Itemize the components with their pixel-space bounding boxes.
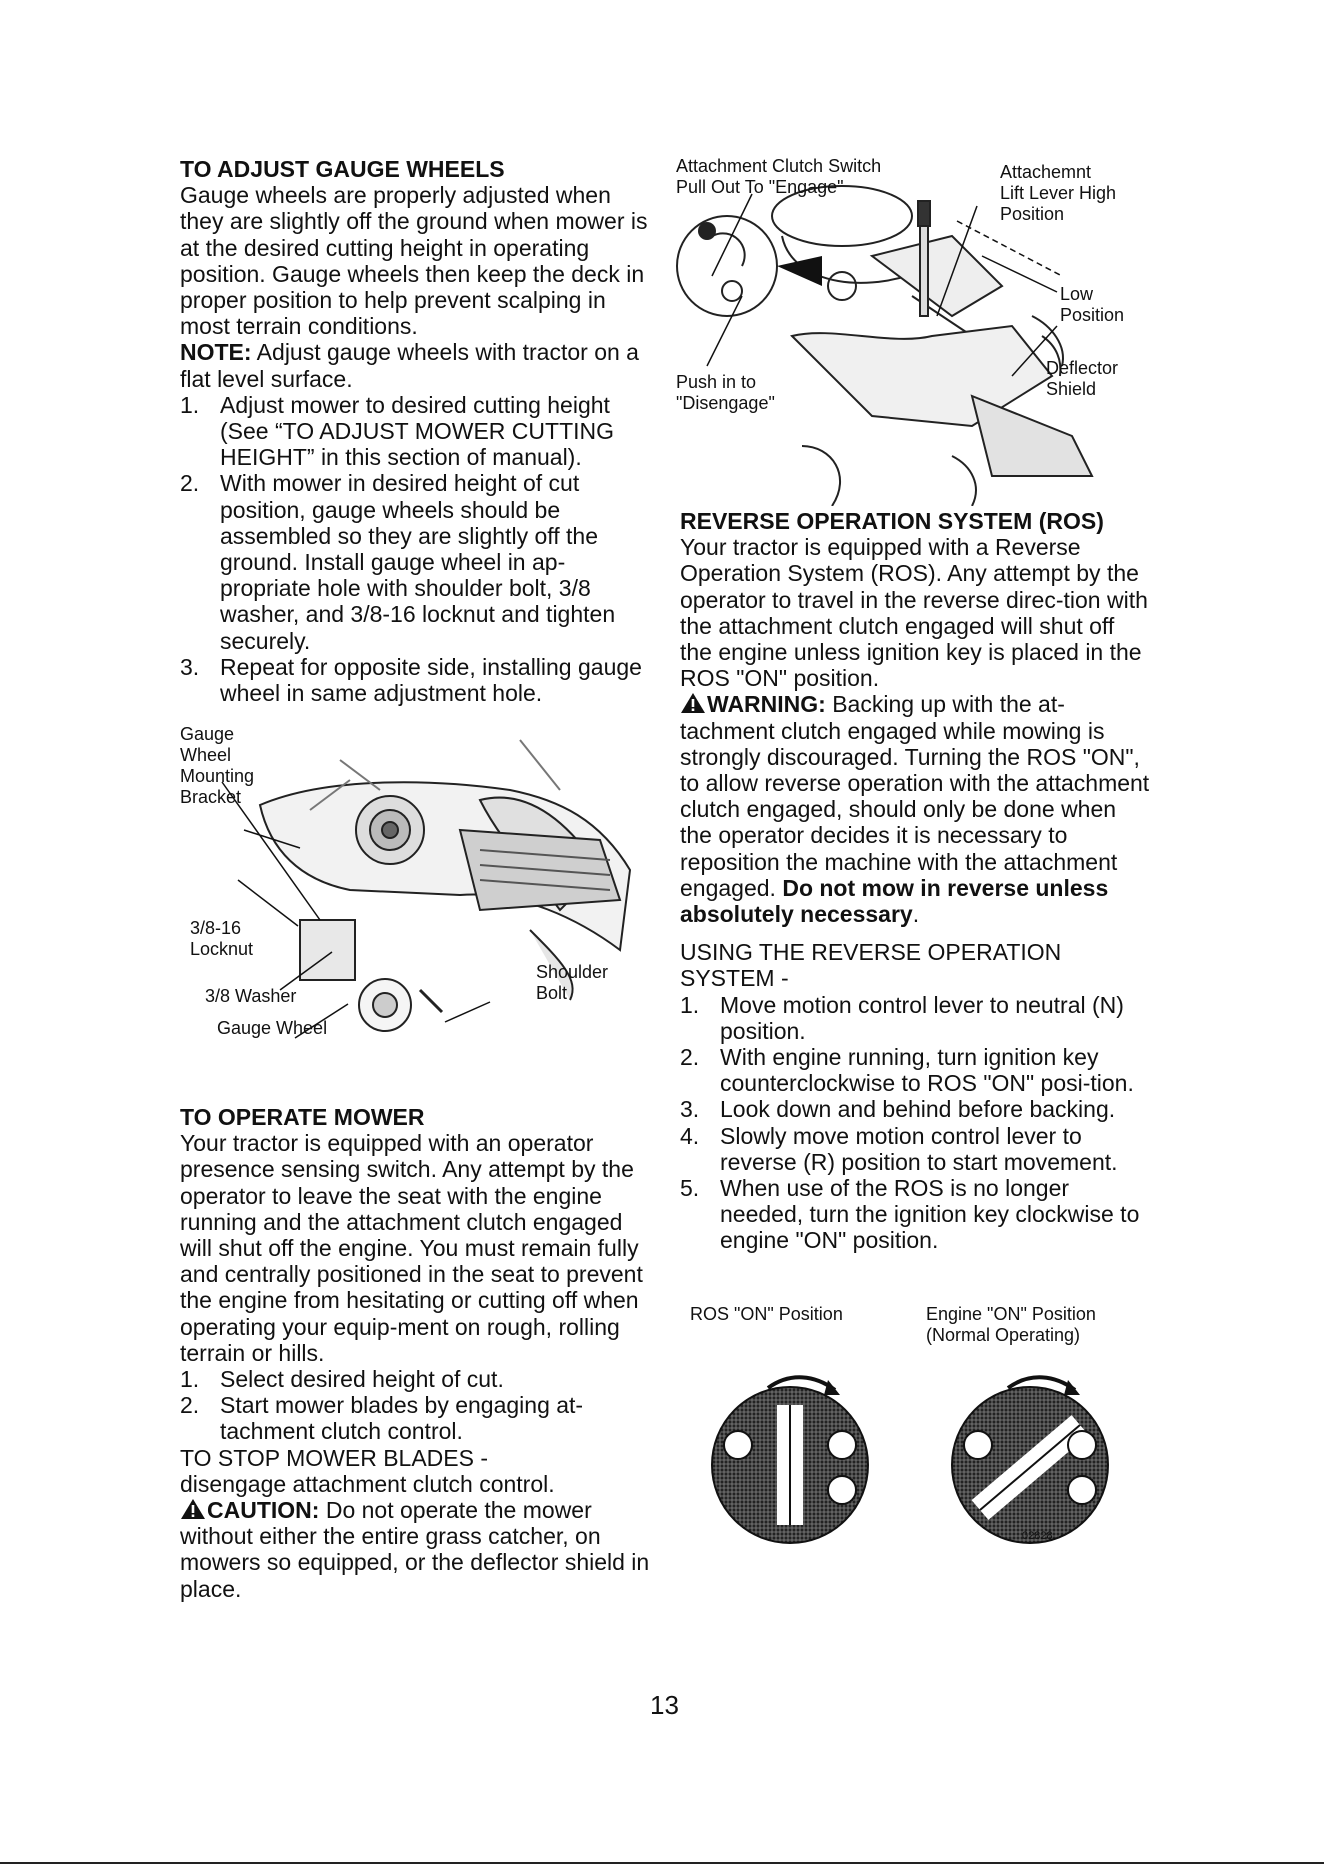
bottom-rule [0, 1862, 1324, 1864]
label-push-disengage: Push in to "Disengage" [676, 372, 775, 413]
ros-on-dial [712, 1377, 868, 1543]
page-number: 13 [650, 1690, 679, 1720]
ros-heading: REVERSE OPERATION SYSTEM (ROS) [680, 508, 1104, 534]
caution-text: Do not operate the mower without either the entire grass catcher, on mowers so equipped, or the deflector shield in place. [180, 1497, 650, 1602]
list-item: 1. Adjust mower to desired cutting height (See “TO ADJUST MOWER CUTTING HEIGHT” in this section of manual). [180, 391, 615, 471]
label-clutch-switch: Attachment Clutch Switch Pull Out To "Engage" [676, 156, 882, 197]
warning-paragraph [680, 691, 1150, 927]
part-number: 02828 [1022, 1530, 1053, 1542]
ros-steps [680, 992, 1150, 1254]
list-item: 2. With engine running, turn ignition key counterclockwise to ROS "ON" posi-tion. [680, 1044, 1134, 1097]
label-ros-on: ROS "ON" Position [690, 1304, 843, 1324]
list-item: 3. Look down and behind before backing. [680, 1096, 1116, 1123]
stop-line-2: disengage attachment clutch control. [180, 1470, 555, 1497]
caution-label: CAUTION: [207, 1497, 320, 1524]
warning-bold: Do not mow in reverse unless absolutely necessary [680, 874, 1109, 928]
tractor-clutch-illustration [672, 176, 1142, 506]
warning-triangle-icon [680, 692, 706, 714]
operate-steps [180, 1366, 650, 1445]
right-column-text [680, 508, 1150, 1254]
left-column-top [180, 156, 650, 706]
list-item: 2. Start mower blades by engaging at-tachment clutch control. [180, 1392, 584, 1445]
list-item: 4. Slowly move motion control lever to reverse (R) position to start movement. [680, 1122, 1118, 1175]
label-locknut: 3/8-16 Locknut [190, 918, 254, 959]
ros-paragraph: Your tractor is equipped with a Reverse Operation System (ROS). Any attempt by the operator to travel in the reverse direc-tion with the attachment clutch engaged will shut off the engine unless ignition key is placed in the ROS "ON" position. [680, 534, 1148, 692]
operate-paragraph: Your tractor is equipped with an operator presence sensing switch. Any attempt by the operator to leave the seat with the engine running and the attachment clutch engaged will shut off the engine. You must remain fully and centrally positioned in the seat to prevent the engine from hesitating or cutting off when operating your equip-ment on rough, rolling terrain or hills. [180, 1130, 643, 1366]
list-item: 3. Repeat for opposite side, installing gauge wheel in same adjustment hole. [180, 653, 642, 707]
gauge-paragraph: Gauge wheels are properly adjusted when they are slightly off the ground when mower is at the desired cutting height in operating position. Gauge wheels then keep the deck in proper position to help prevent scalping in most terrain conditions. [180, 182, 648, 340]
left-column-bottom [180, 1104, 650, 1602]
list-item: 1. Move motion control lever to neutral (N) position. [680, 991, 1124, 1044]
label-deflector-shield: Deflector Shield [1046, 358, 1119, 399]
warning-label: WARNING: [707, 691, 826, 718]
engine-on-dial [952, 1377, 1108, 1543]
label-low-position: Low Position [1060, 284, 1125, 325]
ignition-dials-illustration [690, 1350, 1150, 1550]
operate-heading: TO OPERATE MOWER [180, 1104, 425, 1130]
note-label: NOTE: [180, 339, 252, 366]
label-washer: 3/8 Washer [205, 986, 297, 1006]
gauge-note [180, 339, 650, 391]
label-gauge-bracket: Gauge Wheel Mounting Bracket [180, 724, 255, 807]
using-heading: USING THE REVERSE OPERATION SYSTEM - [680, 939, 1062, 992]
warning-text: Backing up with the at-tachment clutch engaged while mowing is strongly discouraged. Turning the ROS "ON", to allow reverse operation with the attachment clutch engaged, should only be done when the operator decides it is necessary to reposition the machine with the attachment engaged. [680, 691, 1150, 901]
caution-triangle-icon [180, 1498, 206, 1520]
list-item: 2. With mower in desired height of cut position, gauge wheels should be assembled so they are slightly off the ground. Install gauge wheel in ap-propriate hole with shoulder bolt, 3/8 washer, and 3/8-16 locknut and tighten securely. [180, 470, 616, 654]
list-item: 5. When use of the ROS is no longer needed, turn the ignition key clockwise to engine "ON" position. [680, 1175, 1140, 1254]
note-text: Adjust gauge wheels with tractor on a flat level surface. [180, 339, 639, 392]
label-lift-high: Attachemnt Lift Lever High Position [1000, 162, 1117, 224]
label-shoulder-bolt: Shoulder Bolt [536, 962, 609, 1003]
caution-paragraph [180, 1497, 650, 1602]
label-gauge-wheel: Gauge Wheel [217, 1018, 328, 1038]
gauge-heading: TO ADJUST GAUGE WHEELS [180, 156, 505, 182]
label-engine-on: Engine "ON" Position (Normal Operating) [926, 1304, 1096, 1345]
stop-line-1: TO STOP MOWER BLADES - [180, 1444, 489, 1471]
list-item: 1. Select desired height of cut. [180, 1366, 504, 1393]
gauge-steps [180, 392, 650, 706]
warning-end: . [912, 901, 920, 928]
